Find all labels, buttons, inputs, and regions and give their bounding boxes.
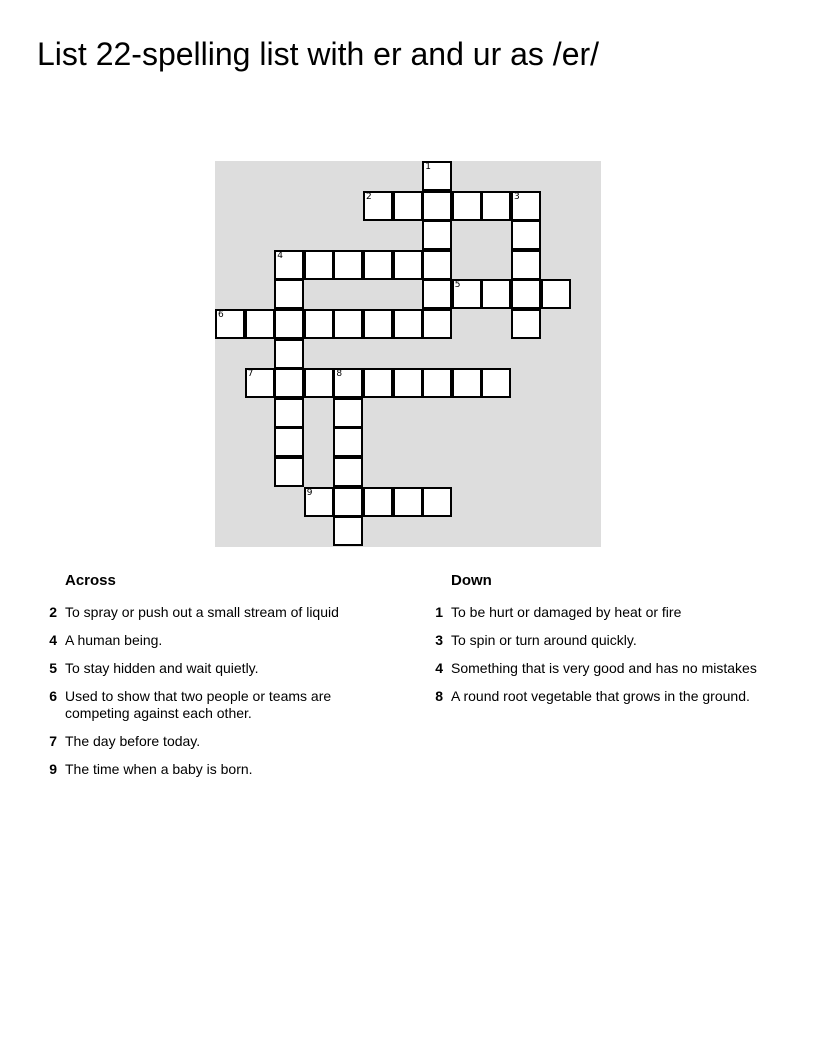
crossword-cell[interactable] xyxy=(245,309,275,339)
crossword-cell[interactable] xyxy=(333,398,363,428)
clue-item: 9 The time when a baby is born. xyxy=(49,761,253,777)
crossword-cell[interactable] xyxy=(333,516,363,546)
clue-number: 8 xyxy=(336,369,343,380)
clue-number: 7 xyxy=(247,369,254,380)
crossword-cell[interactable] xyxy=(304,368,334,398)
crossword-cell[interactable] xyxy=(274,250,304,280)
clue-number: 3 xyxy=(514,191,520,202)
crossword-cell[interactable] xyxy=(511,279,541,309)
crossword-cell[interactable] xyxy=(422,250,452,280)
down-clues xyxy=(423,570,791,716)
clue-number: 4 xyxy=(277,250,283,261)
across-heading: Across xyxy=(65,572,116,589)
crossword-cell[interactable] xyxy=(333,368,363,398)
crossword-cell[interactable] xyxy=(333,250,363,280)
clue-number: 5 xyxy=(454,280,461,291)
clue-item: 7 The day before today. xyxy=(49,733,201,749)
crossword-cell[interactable] xyxy=(422,309,452,339)
clue-number: 9 xyxy=(306,487,313,498)
crossword-cell[interactable] xyxy=(333,309,363,339)
crossword-grid xyxy=(215,161,601,547)
crossword-cell[interactable] xyxy=(511,309,541,339)
crossword-cell[interactable] xyxy=(481,191,511,221)
clue-item: 3 To spin or turn around quickly. xyxy=(435,632,637,648)
crossword-cell[interactable] xyxy=(333,427,363,457)
clue-number: 6 xyxy=(218,310,224,320)
crossword-cell[interactable] xyxy=(422,161,452,191)
crossword-cell[interactable] xyxy=(274,398,304,428)
crossword-cell[interactable] xyxy=(274,279,304,309)
crossword-cell[interactable] xyxy=(363,191,393,221)
crossword-cell[interactable] xyxy=(481,368,511,398)
crossword-cell[interactable] xyxy=(422,279,452,309)
crossword-cell[interactable] xyxy=(363,487,393,517)
clue-item: 1 To be hurt or damaged by heat or fire xyxy=(435,604,682,620)
crossword-cell[interactable] xyxy=(393,309,423,339)
crossword-cell[interactable] xyxy=(511,191,541,221)
crossword-cell[interactable] xyxy=(304,487,334,517)
crossword-cell[interactable] xyxy=(333,487,363,517)
crossword-cell[interactable] xyxy=(452,279,482,309)
crossword-cell[interactable] xyxy=(245,368,275,398)
crossword-cell[interactable] xyxy=(363,309,393,339)
crossword-cell[interactable] xyxy=(393,368,423,398)
clue-number: 1 xyxy=(425,162,431,172)
crossword-cell[interactable] xyxy=(541,279,571,309)
clue-item: 6 Used to show that two people or teams are competing against each other. xyxy=(49,688,332,721)
crossword-cell[interactable] xyxy=(304,250,334,280)
clue-item: 8 A round root vegetable that grows in the ground. xyxy=(435,688,750,704)
crossword-cell[interactable] xyxy=(274,309,304,339)
crossword-cell[interactable] xyxy=(511,220,541,250)
crossword-cell[interactable] xyxy=(481,279,511,309)
crossword-cell[interactable] xyxy=(393,250,423,280)
crossword-cell[interactable] xyxy=(452,368,482,398)
crossword-cell[interactable] xyxy=(422,191,452,221)
crossword-cell[interactable] xyxy=(333,457,363,487)
crossword-cell[interactable] xyxy=(215,309,245,339)
crossword-cell[interactable] xyxy=(274,339,304,369)
crossword-cell[interactable] xyxy=(393,191,423,221)
crossword-cell[interactable] xyxy=(274,457,304,487)
crossword-cell[interactable] xyxy=(274,368,304,398)
across-clues xyxy=(37,570,365,789)
down-heading: Down xyxy=(451,572,492,589)
crossword-cell[interactable] xyxy=(422,487,452,517)
clue-item: 4 Something that is very good and has no mistakes xyxy=(435,660,757,676)
clue-item: 5 To stay hidden and wait quietly. xyxy=(49,660,259,676)
clue-item: 2 To spray or push out a small stream of liquid xyxy=(49,604,339,620)
crossword-cell[interactable] xyxy=(422,220,452,250)
crossword-cell[interactable] xyxy=(422,368,452,398)
crossword-cell[interactable] xyxy=(452,191,482,221)
page-title: List 22-spelling list with er and ur as /er/ xyxy=(37,36,600,72)
clue-number: 2 xyxy=(366,191,372,202)
crossword-cell[interactable] xyxy=(393,487,423,517)
crossword-cell[interactable] xyxy=(304,309,334,339)
crossword-cell[interactable] xyxy=(511,250,541,280)
crossword-cell[interactable] xyxy=(363,368,393,398)
clue-item: 4 A human being. xyxy=(49,632,163,648)
crossword-cell[interactable] xyxy=(274,427,304,457)
crossword-cell[interactable] xyxy=(363,250,393,280)
